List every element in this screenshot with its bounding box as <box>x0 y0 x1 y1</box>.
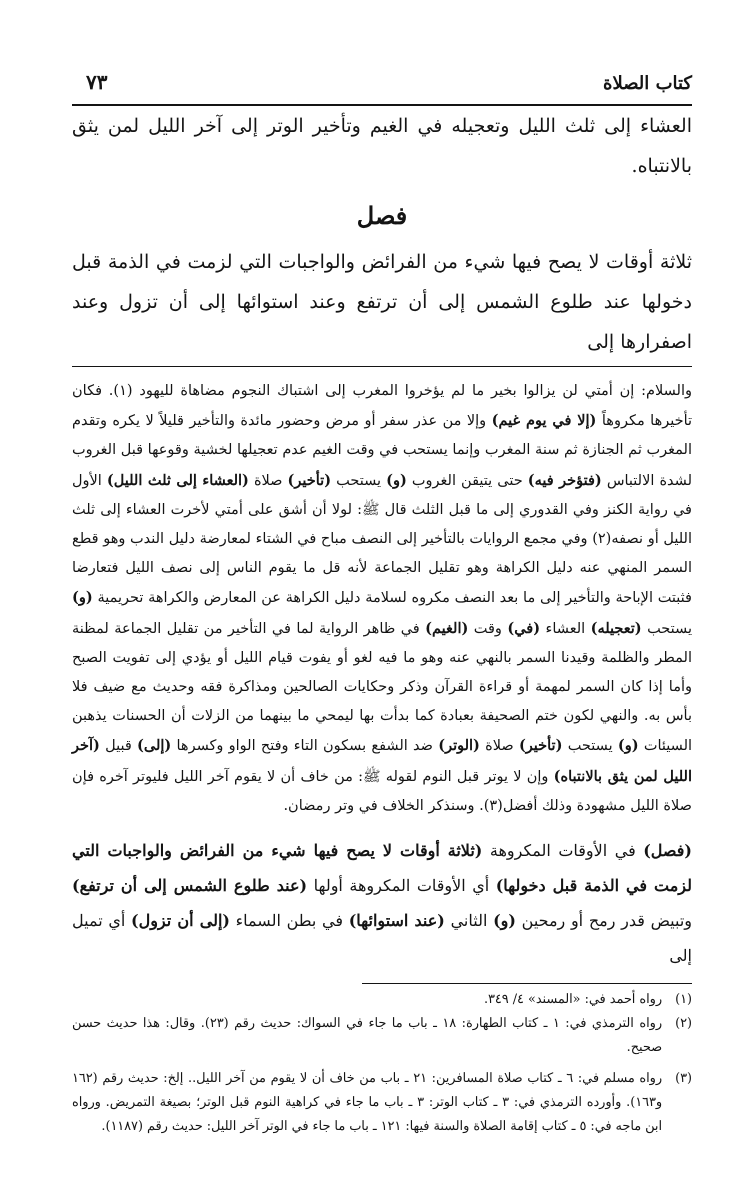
commentary-text: والسلام: إن أمتي لن يزالوا بخير ما لم يؤخروا المغرب إلى اشتباك النجوم مضاهاة لليهود <box>139 383 693 399</box>
page-number: ٧٣ <box>86 70 108 94</box>
commentary-text: وتبيض قدر رمح أو رمحين <box>521 911 693 931</box>
chapter-title: كتاب الصلاة <box>603 73 692 94</box>
quoted-text: (عند استوائها) <box>348 911 445 931</box>
quoted-text: (الوتر) <box>438 737 480 755</box>
commentary-text: وفي مجمع الروايات بالتأخير إلى النصف مباح في الشتاء لمعارضة دليل الندب وهو قطع السمر المنهي عنه دليل الكراهة وهو تقليل الجماعة لأنه قل ما يقوم الناس إلى نصف الليل فتعارضا فثبتت الإباحة والتأخير إلى ما بعد النصف مكروه لسلامة دليل الكراهة عن المعارض والكراهة تحريمية <box>72 531 692 607</box>
commentary-text: صلاة <box>253 472 283 489</box>
commentary-text: أي تميل إلى <box>72 911 692 966</box>
commentary-text: الثاني <box>450 911 488 931</box>
quoted-text: (تعجيله) <box>590 619 642 637</box>
quoted-text: (و) <box>72 589 93 607</box>
quoted-text: (إلى) <box>137 737 172 755</box>
commentary-text: وإلا من عذر سفر أو مرض وحضور مائدة والتأخير قليلاً لا يكره وتقدم المغرب ثم الجنازة ثم سنة المغرب وإنما يستحب في وقت الغيم عدم تعجيلها لخشية وقوعها قبل الغروب لشدة الالتباس <box>72 413 693 489</box>
footnote-ref: (٢) <box>592 531 612 548</box>
footnote-number: (٢) <box>675 1016 692 1032</box>
quoted-text: (إلا في يوم غيم) <box>491 412 597 430</box>
commentary-text: وقت <box>473 620 502 637</box>
commentary-text: . وسنذكر الخلاف في وتر رمضان. <box>283 797 484 814</box>
quoted-text: (ثلاثة أوقات لا يصح فيها شيء من الفرائض والواجبات التي لزمت في الذمة قبل دخولها) <box>72 841 692 896</box>
quoted-text: (و) <box>386 471 407 489</box>
commentary-paragraph <box>72 377 692 821</box>
commentary-text: في الأوقات المكروهة <box>489 841 636 861</box>
quoted-text: (فصل) <box>643 841 692 861</box>
footnote-text: رواه الترمذي في: ١ ـ كتاب الطهارة: ١٨ ـ باب ما جاء في السواك: حديث رقم (٢٣). وقال: هذا حديث حسن صحيح. <box>72 1016 662 1056</box>
quoted-text: (و) <box>617 737 639 755</box>
commentary-text: ضد الشفع بسكون التاء وفتح الواو وكسرها <box>176 738 433 755</box>
footnotes-divider <box>362 983 692 984</box>
footnote-text: رواه أحمد في: «المسند» ٤/ ٣٤٩. <box>483 992 662 1008</box>
commentary-text: يستحب <box>336 472 382 489</box>
commentary-text: يستحب <box>567 738 613 755</box>
main-text-line: العشاء إلى ثلث الليل وتعجيله في الغيم وتأخير الوتر إلى آخر الليل لمن يثق بالانتباه. <box>72 115 692 177</box>
footnote <box>72 988 692 1012</box>
commentary-text: العشاء <box>545 620 586 637</box>
footnote <box>72 1012 692 1060</box>
quoted-text: (عند طلوع الشمس إلى أن ترتفع) <box>72 876 308 896</box>
commentary-paragraph <box>72 833 692 973</box>
quoted-text: (و) <box>493 911 516 931</box>
quoted-text: (تأخير) <box>518 737 563 755</box>
footnote-ref: (٣) <box>483 797 503 814</box>
section-title: فصل <box>356 201 408 230</box>
commentary-text: في ظاهر الرواية لما في التأخير من تقليل الجماعة لمظنة المطر والظلمة وقيدنا السمر بالنهي عنه وهو ما فيه لغو أو يفوت قيام الليل أو يؤدي إلى تفويت الصبح وأما إذا كان السمر لمهمة أو قراءة القرآن وذكر وحكايات الصالحين ومذاكرة فقه وحديث مع ضيف فلا بأس به. والنهي لكون ختم الصحيفة بعبادة كما بدأت بها ليمحي ما بينهما من الزلات أن الحسنات يذهبن السيئات <box>72 620 693 755</box>
quoted-text: (إلى أن تزول) <box>131 911 230 931</box>
commentary <box>72 377 692 973</box>
commentary-text: أي الأوقات المكروهة أولها <box>313 876 490 896</box>
quoted-text: (آخر الليل لمن يثق بالانتباه) <box>72 737 692 785</box>
main-text-paragraph: ثلاثة أوقات لا يصح فيها شيء من الفرائض والواجبات التي لزمت في الذمة قبل دخولها عند طلوع الشمس إلى أن ترتفع وعند استوائها إلى أن تزول وعند اصفرارها إلى <box>72 251 692 353</box>
footnote-number: (٣) <box>675 1070 692 1086</box>
quoted-text: (تأخير) <box>287 471 332 489</box>
commentary-text: وإن لا يوتر قبل النوم لقوله ﷺ: من خاف أن لا يقوم آخر الليل فليوتر آخره فإن صلاة الليل مشهودة وذلك أفضل <box>72 768 692 814</box>
commentary-divider <box>72 366 692 367</box>
running-header <box>72 70 692 106</box>
commentary-text: . فكان تأخيرها مكروهاً <box>72 383 693 430</box>
commentary-text: صلاة <box>485 738 514 755</box>
main-text <box>72 106 692 362</box>
footnote-number: (١) <box>675 992 692 1008</box>
footnote <box>72 1067 692 1140</box>
footnotes <box>72 988 692 1139</box>
commentary-text: حتى يتيقن الغروب <box>411 472 523 489</box>
footnote-ref: (١) <box>113 383 133 399</box>
commentary-text: في بطن السماء <box>235 911 344 931</box>
quoted-text: (الغيم) <box>425 619 469 637</box>
quoted-text: (العشاء إلى ثلث الليل) <box>106 471 249 489</box>
commentary-text: يستحب <box>647 620 693 637</box>
quoted-text: (فتؤخر فيه) <box>527 471 602 489</box>
footnote-text: رواه مسلم في: ٦ ـ كتاب صلاة المسافرين: ٢١ ـ باب من خاف أن لا يقوم من آخر الليل.. إلخ: حديث رقم (١٦٢ و١٦٣). وأورده الترمذي في: ٣ ـ كتاب الوتر: ٣ ـ باب ما جاء في كراهية النوم قبل الوتر؛ بصيغة التمريض. ورواه ابن ماجه في: ٥ ـ كتاب إقامة الصلاة والسنة فيها: ١٢١ ـ باب ما جاء في الوتر آخر الليل: حديث رقم (١١٨٧). <box>72 1070 663 1135</box>
quoted-text: (في) <box>507 619 541 637</box>
book-page <box>72 70 692 1139</box>
commentary-text: الأول في رواية الكنز وفي القدوري إلى ما قبل الثلث قال ﷺ: لولا أن أشق على أمتي لأخرت العشاء إلى ثلث الليل أو نصفه <box>72 472 692 548</box>
commentary-text: قبيل <box>105 738 132 755</box>
